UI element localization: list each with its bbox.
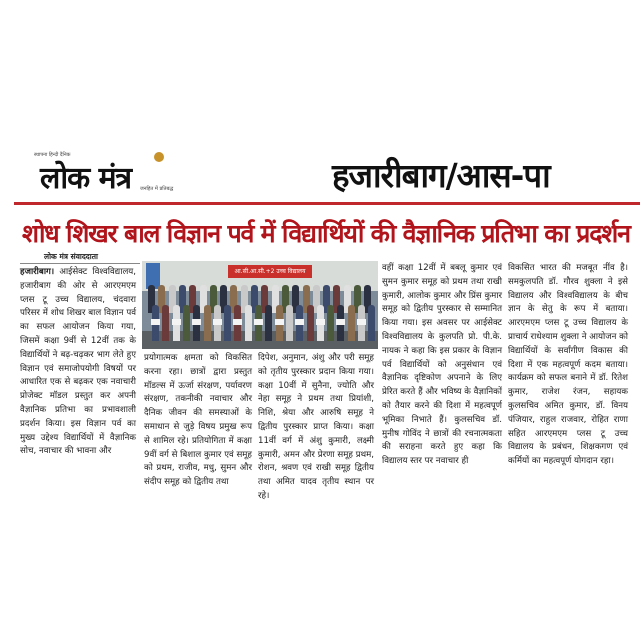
- photo-person: [286, 305, 293, 341]
- photo-certificate: [172, 319, 181, 325]
- article-column-2: प्रयोगात्मक क्षमता को विकसित करना रहा। छात्रों द्वारा प्रस्तुत मॉडल्स में ऊर्जा संरक्षण, पर्यावरण संरक्षण, तकनीकी नवाचार और दैनिक जीवन की समस्याओं के समाधान से जुड़े विषय प्रमुख रूप से शामिल रहे। प्रतियोगिता में कक्षा 9वीं वर्ग से बिशाल कुमार एवं समूह को प्रथम, राजीव, मधु, सुमन और संदीप समूह को द्वितीय तथा: [144, 353, 252, 488]
- photo-banner: आ.सी.आ.सी.+2 उच्च विद्यालय: [228, 265, 312, 278]
- article-column-4: वहीं कक्षा 12वीं में बबलू कुमार एवं सुमन कुमार समूह को प्रथम तथा राखी कुमारी, आलोक कुमार और प्रिंस कुमार समूह को द्वितीय पुरस्कार से सम्मानित किया गया। इस अवसर पर आईसेक्ट विश्वविद्यालय के कुलपति प्रो. पी.के. नायक ने कहा कि इस प्रकार के विज्ञान पर्व विद्यार्थियों को अनुसंधान एवं वैज्ञानिक दृष्टिकोण अपनाने के लिए प्रेरित करते हैं और भविष्य के वैज्ञानिकों को तैयार करने की दिशा में महत्वपूर्ण भूमिका निभाते हैं। कुलसचिव डॉ. मुनीष गोविंद ने छात्रों की रचनात्मकता की सराहना करते हुए कहा कि विद्यालय स्तर पर नवाचार ही: [382, 263, 502, 467]
- masthead: [14, 148, 640, 194]
- photo-person: [327, 305, 334, 341]
- article-column-5: विकसित भारत की मजबूत नींव है। समकुलपति डॉ. गौरव शुक्ला ने इसे विद्यालय और विश्वविद्यालय के बीच ज्ञान के सेतु के रूप में बताया। आरएमएम प्लस टू उच्च विद्यालय के प्राचार्य राधेश्याम शुक्ला ने आयोजन को विद्यार्थियों के सर्वांगीण विकास की दिशा में एक महत्वपूर्ण कदम बताया। कार्यक्रम को सफल बनाने में डॉ. रितेश कुमार, राजेश रंजन, सहायक कुलसचिव अमित कुमार, डॉ. विनय पंजियार, राहुल राजवार, रोहित राणा सहित आरएमएम प्लस टू उच्च विद्यालय के प्रबंधन, शिक्षकगण एवं कर्मियों का महत्वपूर्ण योगदान रहा।: [508, 263, 628, 467]
- section-title: हजारीबाग/आस-पा: [332, 156, 550, 195]
- masthead-divider: [14, 202, 640, 205]
- photo-certificate: [275, 319, 284, 325]
- photo-certificate: [316, 319, 325, 325]
- photo-person: [183, 305, 190, 341]
- article-column-1-text: आईसेक्ट विश्वविद्यालय, हजारीबाग की ओर से आरएमएम प्लस टू उच्च विद्यालय, चंदवारा परिसर में शोध शिखर बाल विज्ञान पर्व का सफल आयोजन किया गया, जिसमें कक्षा 9वीं से 12वीं तक के विद्यार्थियों ने बढ़-चढ़कर भाग लेते हुए विज्ञान एवं समाजोपयोगी विषयों पर आधारित एक से बढ़कर एक नवाचारी प्रोजेक्ट मॉडल प्रस्तुत कर अपनी वैज्ञानिक प्रतिभा का प्रभावशाली प्रदर्शन किया। इस विज्ञान पर्व का मुख्य उद्देश्य विद्यार्थियों में वैज्ञानिक सोच, नवाचार की भावना और: [20, 267, 136, 457]
- article-byline: लोक मंत्र संवाददाता: [44, 252, 98, 261]
- photo-person: [224, 305, 231, 341]
- article-dateline: हजारीबाग।: [20, 267, 55, 277]
- photo-person: [307, 305, 314, 341]
- article-column-1: [20, 266, 136, 459]
- photo-certificate: [295, 319, 304, 325]
- photo-person: [204, 305, 211, 341]
- photo-certificate: [357, 319, 366, 325]
- article-photo: [142, 261, 378, 349]
- logo-subtitle: जनहित में प्रतिबद्ध: [140, 186, 174, 192]
- logo-tagline: स्थापना हिन्दी दैनिक: [34, 152, 71, 158]
- newspaper-logo: लोक मंत्र: [40, 161, 132, 196]
- photo-certificate: [336, 319, 345, 325]
- photo-certificate: [192, 319, 201, 325]
- article-headline: शोध शिखर बाल विज्ञान पर्व में विद्यार्थियों की वैज्ञानिक प्रतिभा का प्रदर्शन: [22, 219, 630, 248]
- photo-person: [162, 305, 169, 341]
- photo-certificate: [151, 319, 160, 325]
- photo-person: [245, 305, 252, 341]
- article-column-3: दिपेश, अनुमान, अंशु और परी समूह को तृतीय पुरस्कार प्रदान किया गया। कक्षा 10वीं में सुनैना, ज्योति और नेहा समूह ने प्रथम तथा प्रियांशी, निशि, श्रेया और आरुषि समूह ने द्वितीय पुरस्कार प्राप्त किया। कक्षा 11वीं वर्ग में अंशु कुमारी, लक्ष्मी कुमारी, अमन और प्रेरणा समूह प्रथम, रोशन, श्रवण एवं राखी समूह द्वितीय तथा अमित यादव तृतीय स्थान पर रहे।: [258, 353, 374, 501]
- photo-certificate: [254, 319, 263, 325]
- photo-certificate: [213, 319, 222, 325]
- logo-emblem-icon: [154, 152, 164, 162]
- byline-divider: [20, 263, 140, 264]
- photo-person: [265, 305, 272, 341]
- photo-person: [348, 305, 355, 341]
- photo-person: [368, 305, 375, 341]
- photo-certificate: [233, 319, 242, 325]
